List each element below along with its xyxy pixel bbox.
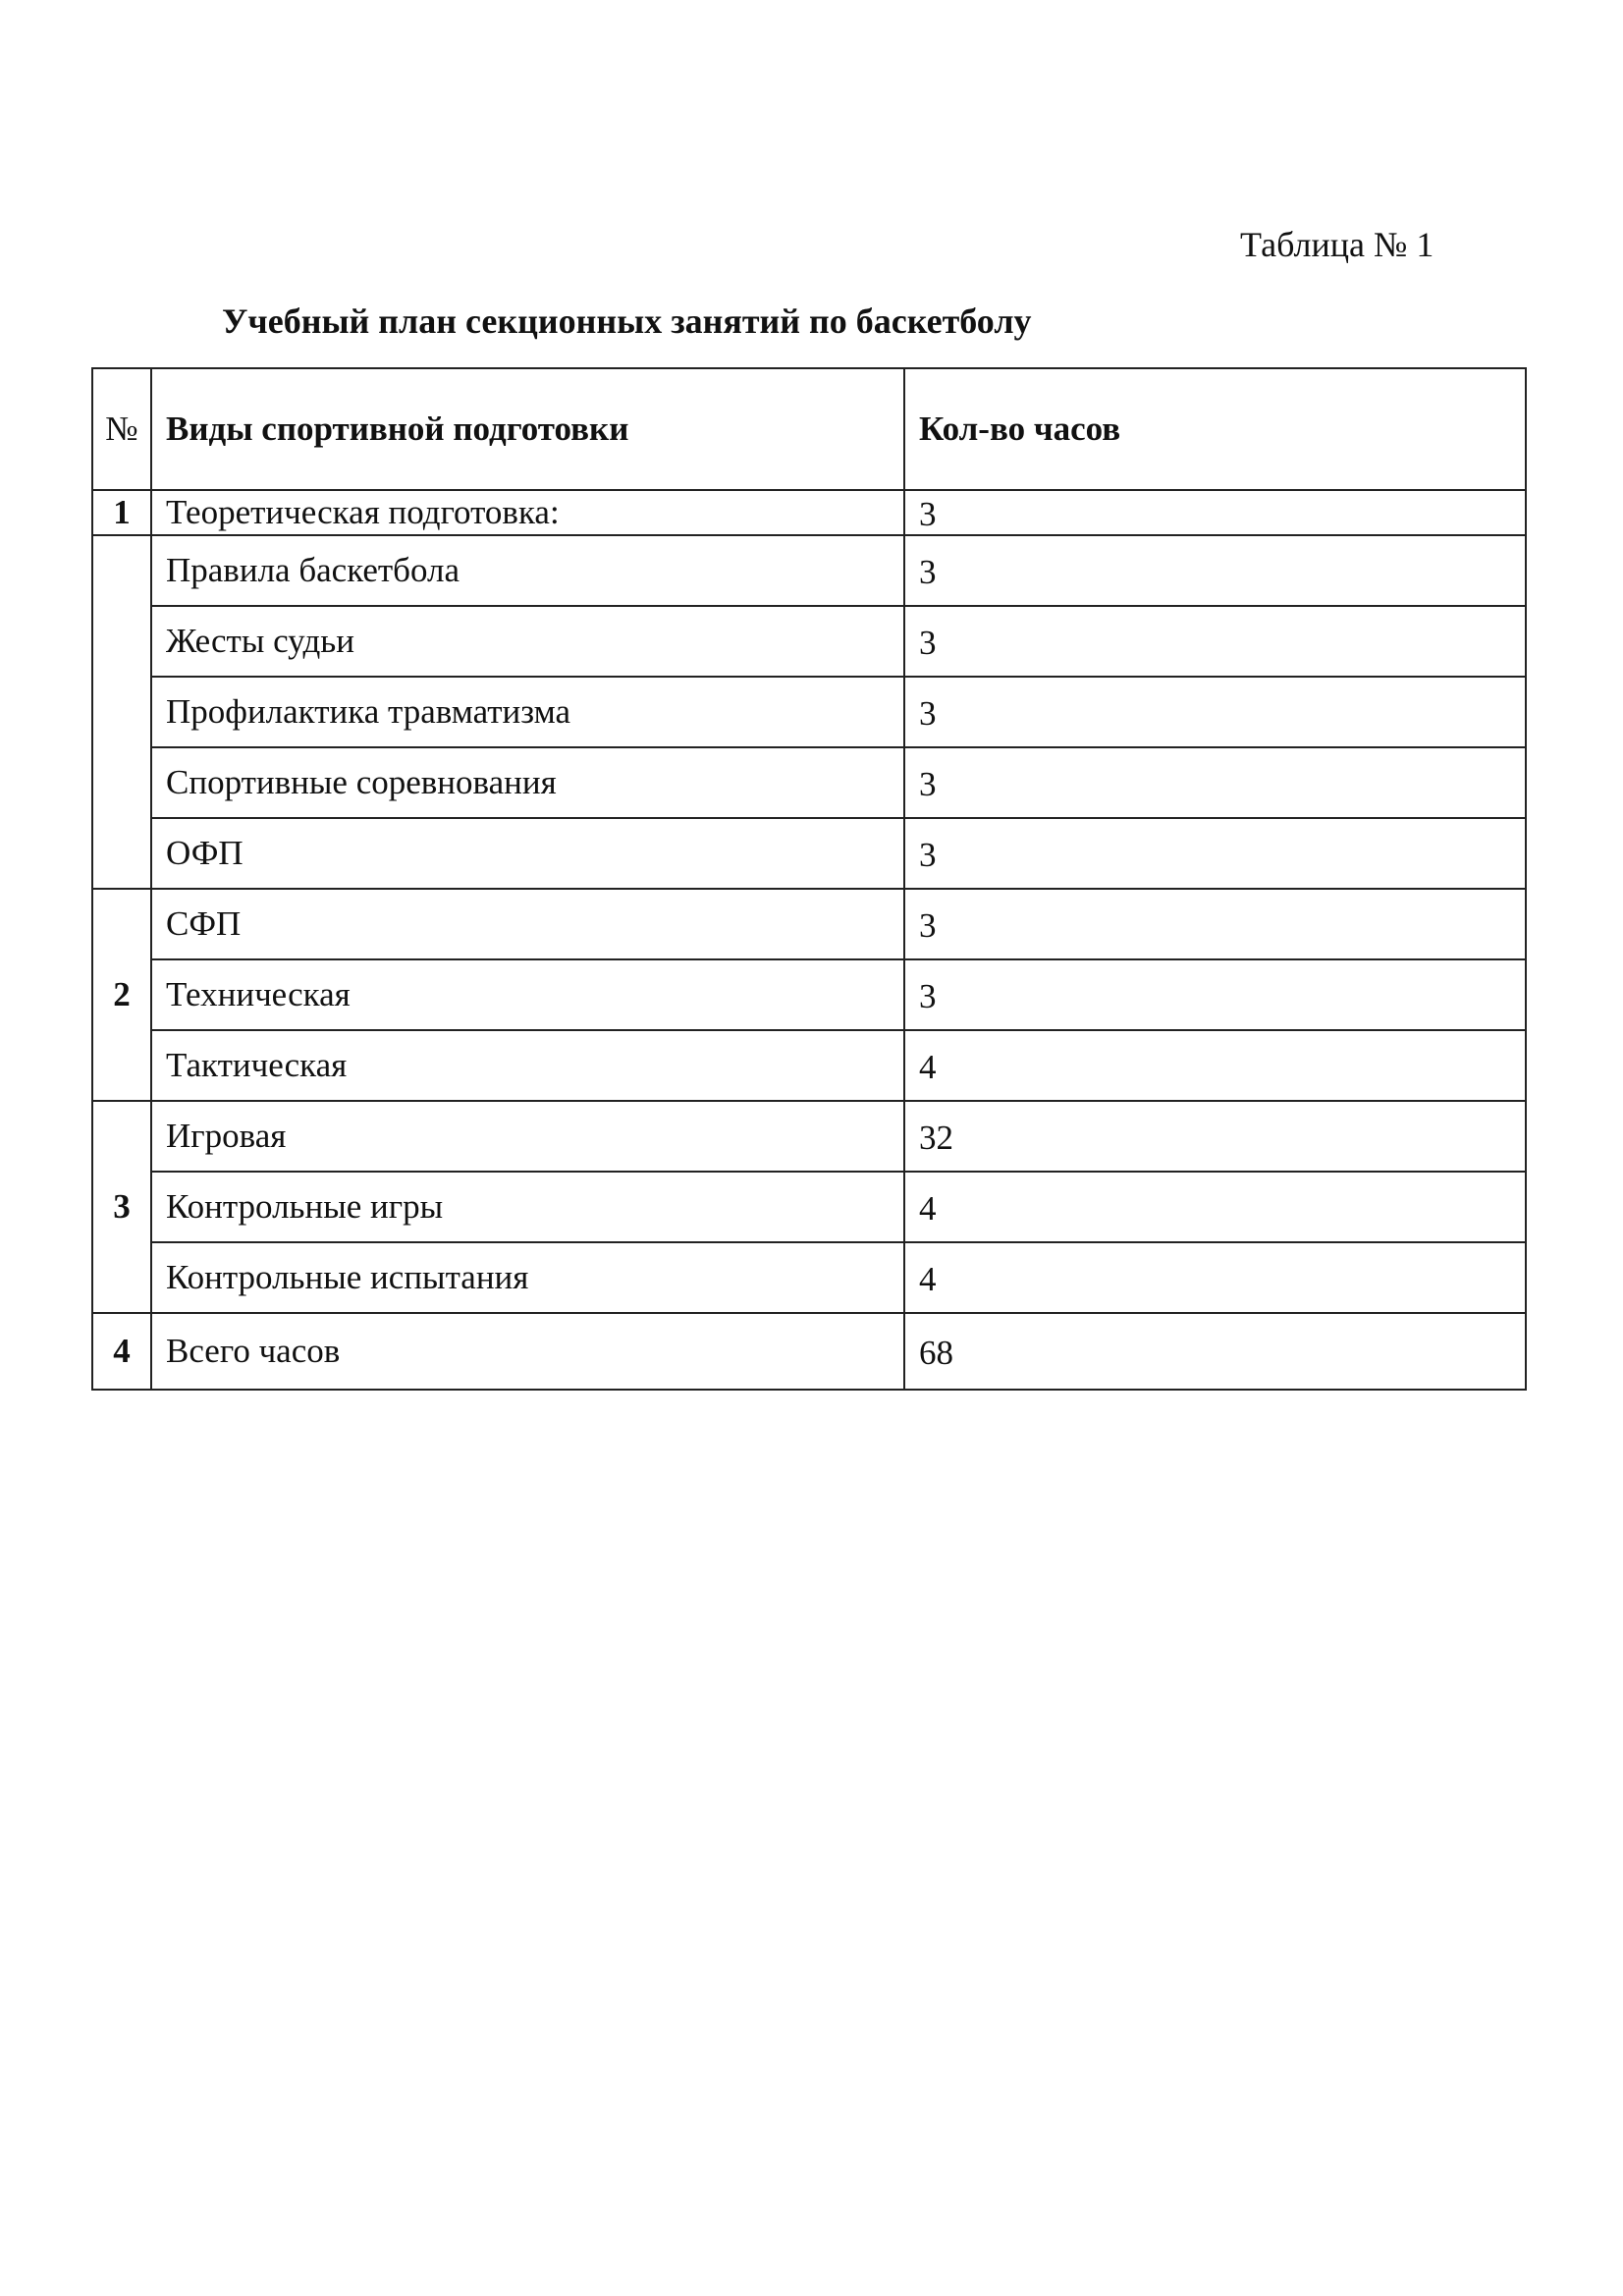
row-name: Правила баскетбола xyxy=(151,535,904,606)
row-name: Теоретическая подготовка: xyxy=(151,490,904,535)
row-hours: 3 xyxy=(904,959,1526,1030)
row-name: СФП xyxy=(151,889,904,959)
row-hours: 3 xyxy=(904,818,1526,889)
row-number: 3 xyxy=(92,1101,151,1313)
row-hours: 3 xyxy=(904,677,1526,747)
row-name: Техническая xyxy=(151,959,904,1030)
header-num: № xyxy=(92,368,151,490)
table-row-total xyxy=(92,1313,1526,1390)
row-name: Контрольные испытания xyxy=(151,1242,904,1313)
table-row xyxy=(92,535,1526,606)
table-row xyxy=(92,1030,1526,1101)
row-name: Жесты судьи xyxy=(151,606,904,677)
table-row xyxy=(92,606,1526,677)
row-number: 2 xyxy=(92,889,151,1101)
row-hours: 3 xyxy=(904,889,1526,959)
row-name: Контрольные игры xyxy=(151,1172,904,1242)
table-row xyxy=(92,959,1526,1030)
row-hours: 4 xyxy=(904,1030,1526,1101)
row-hours: 3 xyxy=(904,535,1526,606)
row-name: Игровая xyxy=(151,1101,904,1172)
table-row xyxy=(92,1172,1526,1242)
row-name: Всего часов xyxy=(151,1313,904,1390)
table-row xyxy=(92,677,1526,747)
row-hours: 3 xyxy=(904,747,1526,818)
table-row xyxy=(92,1101,1526,1172)
table-row xyxy=(92,818,1526,889)
row-name: Профилактика травматизма xyxy=(151,677,904,747)
row-name: Тактическая xyxy=(151,1030,904,1101)
row-number: 1 xyxy=(92,490,151,535)
row-hours: 68 xyxy=(904,1313,1526,1390)
table-row xyxy=(92,1242,1526,1313)
row-hours: 4 xyxy=(904,1172,1526,1242)
row-hours: 4 xyxy=(904,1242,1526,1313)
row-hours: 3 xyxy=(904,490,1526,535)
table-row xyxy=(92,747,1526,818)
table-row xyxy=(92,490,1526,535)
row-name: Спортивные соревнования xyxy=(151,747,904,818)
table-header-row xyxy=(92,368,1526,490)
document-title: Учебный план секционных занятий по баскетболу xyxy=(222,301,1032,341)
table-row xyxy=(92,889,1526,959)
header-hours: Кол-во часов xyxy=(904,368,1526,490)
row-number xyxy=(92,535,151,889)
curriculum-table xyxy=(91,367,1527,1391)
row-hours: 32 xyxy=(904,1101,1526,1172)
row-name: ОФП xyxy=(151,818,904,889)
table-label: Таблица № 1 xyxy=(1240,225,1434,264)
row-number: 4 xyxy=(92,1313,151,1390)
header-name: Виды спортивной подготовки xyxy=(151,368,904,490)
row-hours: 3 xyxy=(904,606,1526,677)
